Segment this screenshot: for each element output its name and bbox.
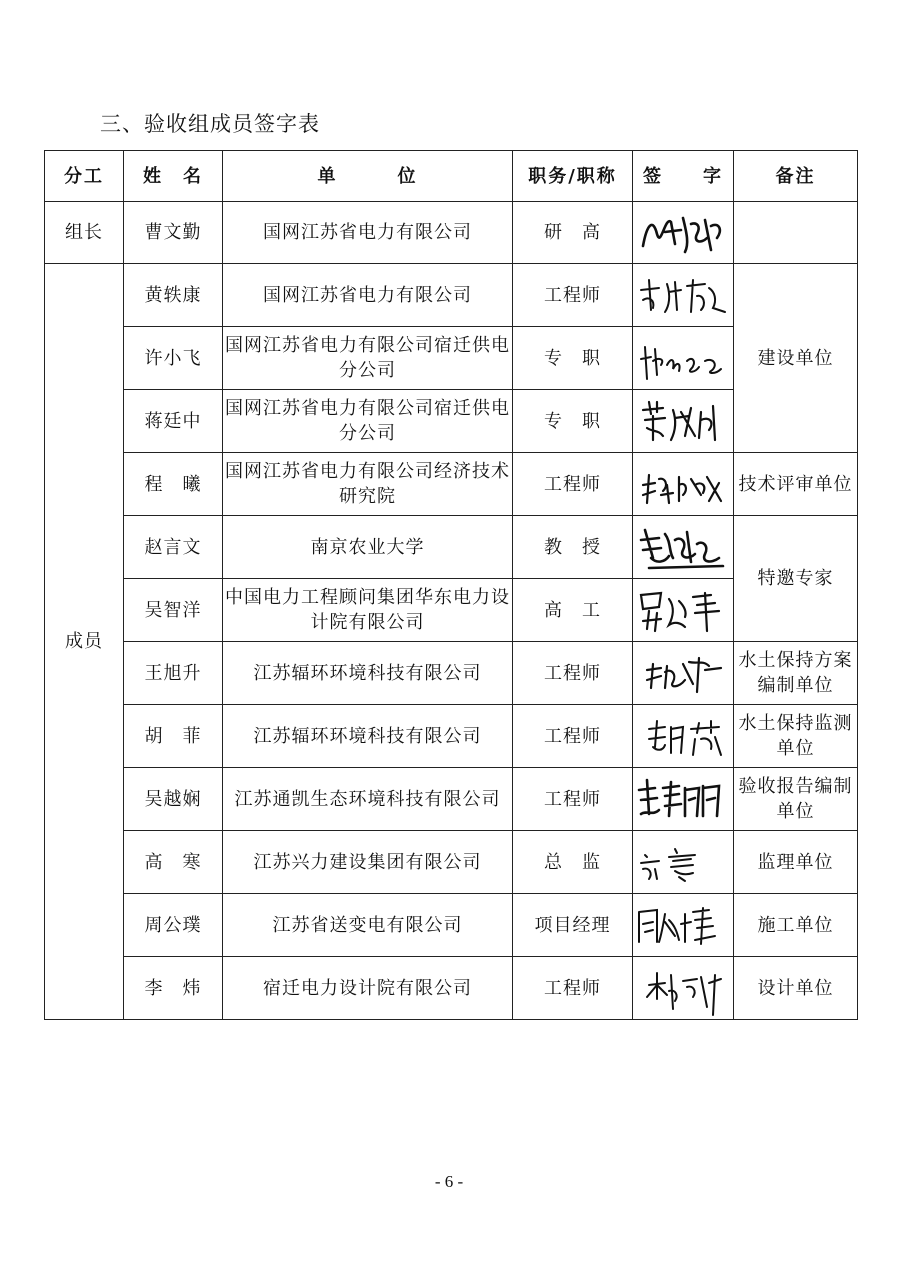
handwritten-signature — [635, 518, 731, 576]
table-row — [45, 705, 858, 768]
member-title: 工程师 — [513, 642, 633, 705]
handwritten-signature — [635, 644, 731, 702]
member-title: 专 职 — [513, 327, 633, 390]
member-unit: 江苏通凯生态环境科技有限公司 — [223, 768, 513, 831]
member-unit: 南京农业大学 — [223, 516, 513, 579]
member-unit: 江苏省送变电有限公司 — [223, 894, 513, 957]
member-unit: 国网江苏省电力有限公司 — [223, 264, 513, 327]
signature-cell — [633, 453, 734, 516]
remark-cell: 监理单位 — [734, 831, 858, 894]
table-row — [45, 894, 858, 957]
table-row — [45, 831, 858, 894]
handwritten-signature — [635, 266, 731, 324]
signature-cell — [633, 642, 734, 705]
remark-cell: 特邀专家 — [734, 516, 858, 642]
member-unit: 宿迁电力设计院有限公司 — [223, 957, 513, 1020]
page-number: - 6 - — [434, 1172, 464, 1191]
handwritten-signature — [635, 959, 731, 1017]
signature-cell — [633, 516, 734, 579]
header-unit: 单 位 — [223, 151, 513, 202]
handwritten-signature — [635, 707, 731, 765]
handwritten-signature — [635, 392, 731, 450]
member-title: 项目经理 — [513, 894, 633, 957]
handwritten-signature — [635, 204, 731, 262]
remark-cell: 施工单位 — [734, 894, 858, 957]
member-title: 工程师 — [513, 453, 633, 516]
member-name: 高 寒 — [124, 831, 223, 894]
member-title: 工程师 — [513, 768, 633, 831]
table-row — [45, 957, 858, 1020]
header-row — [45, 151, 858, 202]
member-name: 曹文勤 — [124, 202, 223, 264]
member-title: 总 监 — [513, 831, 633, 894]
handwritten-signature — [635, 833, 731, 891]
table-row — [45, 768, 858, 831]
handwritten-signature — [635, 329, 731, 387]
member-unit: 国网江苏省电力有限公司 — [223, 202, 513, 264]
remark-cell: 验收报告编制单位 — [734, 768, 858, 831]
remark-cell: 建设单位 — [734, 264, 858, 453]
header-signature: 签 字 — [633, 151, 734, 202]
table-row — [45, 453, 858, 516]
remark-cell — [734, 202, 858, 264]
signature-cell — [633, 202, 734, 264]
table-row — [45, 642, 858, 705]
member-unit: 江苏辐环环境科技有限公司 — [223, 705, 513, 768]
header-role: 分工 — [45, 151, 124, 202]
handwritten-signature — [635, 455, 731, 513]
header-name: 姓 名 — [124, 151, 223, 202]
role-leader: 组长 — [45, 202, 124, 264]
member-title: 高 工 — [513, 579, 633, 642]
member-title: 专 职 — [513, 390, 633, 453]
handwritten-signature — [635, 896, 731, 954]
member-unit: 江苏兴力建设集团有限公司 — [223, 831, 513, 894]
member-name: 程 曦 — [124, 453, 223, 516]
signature-cell — [633, 894, 734, 957]
table-row — [45, 264, 858, 327]
member-unit: 江苏辐环环境科技有限公司 — [223, 642, 513, 705]
remark-cell: 技术评审单位 — [734, 453, 858, 516]
remark-cell: 设计单位 — [734, 957, 858, 1020]
member-name: 胡 菲 — [124, 705, 223, 768]
member-name: 赵言文 — [124, 516, 223, 579]
member-name: 吴越娴 — [124, 768, 223, 831]
member-name: 王旭升 — [124, 642, 223, 705]
member-title: 研 高 — [513, 202, 633, 264]
table-row — [45, 202, 858, 264]
signature-cell — [633, 327, 734, 390]
member-name: 许小飞 — [124, 327, 223, 390]
section-title: 三、验收组成员签字表 — [100, 112, 320, 136]
member-unit: 中国电力工程顾问集团华东电力设计院有限公司 — [223, 579, 513, 642]
signature-cell — [633, 390, 734, 453]
signature-cell — [633, 957, 734, 1020]
signature-cell — [633, 705, 734, 768]
member-name: 李 炜 — [124, 957, 223, 1020]
role-member: 成员 — [45, 264, 124, 1020]
remark-cell: 水土保持方案编制单位 — [734, 642, 858, 705]
signature-cell — [633, 579, 734, 642]
member-unit: 国网江苏省电力有限公司宿迁供电分公司 — [223, 327, 513, 390]
member-name: 周公璞 — [124, 894, 223, 957]
table-row — [45, 516, 858, 579]
signature-cell — [633, 768, 734, 831]
member-title: 工程师 — [513, 264, 633, 327]
member-title: 工程师 — [513, 705, 633, 768]
member-name: 黄轶康 — [124, 264, 223, 327]
member-title: 教 授 — [513, 516, 633, 579]
header-remark: 备注 — [734, 151, 858, 202]
remark-cell: 水土保持监测单位 — [734, 705, 858, 768]
header-title: 职务/职称 — [513, 151, 633, 202]
member-name: 吴智洋 — [124, 579, 223, 642]
member-name: 蒋廷中 — [124, 390, 223, 453]
member-unit: 国网江苏省电力有限公司宿迁供电分公司 — [223, 390, 513, 453]
member-title: 工程师 — [513, 957, 633, 1020]
signature-cell — [633, 831, 734, 894]
handwritten-signature — [635, 581, 731, 639]
signature-cell — [633, 264, 734, 327]
member-unit: 国网江苏省电力有限公司经济技术研究院 — [223, 453, 513, 516]
signature-table — [44, 150, 858, 1020]
handwritten-signature — [635, 770, 731, 828]
